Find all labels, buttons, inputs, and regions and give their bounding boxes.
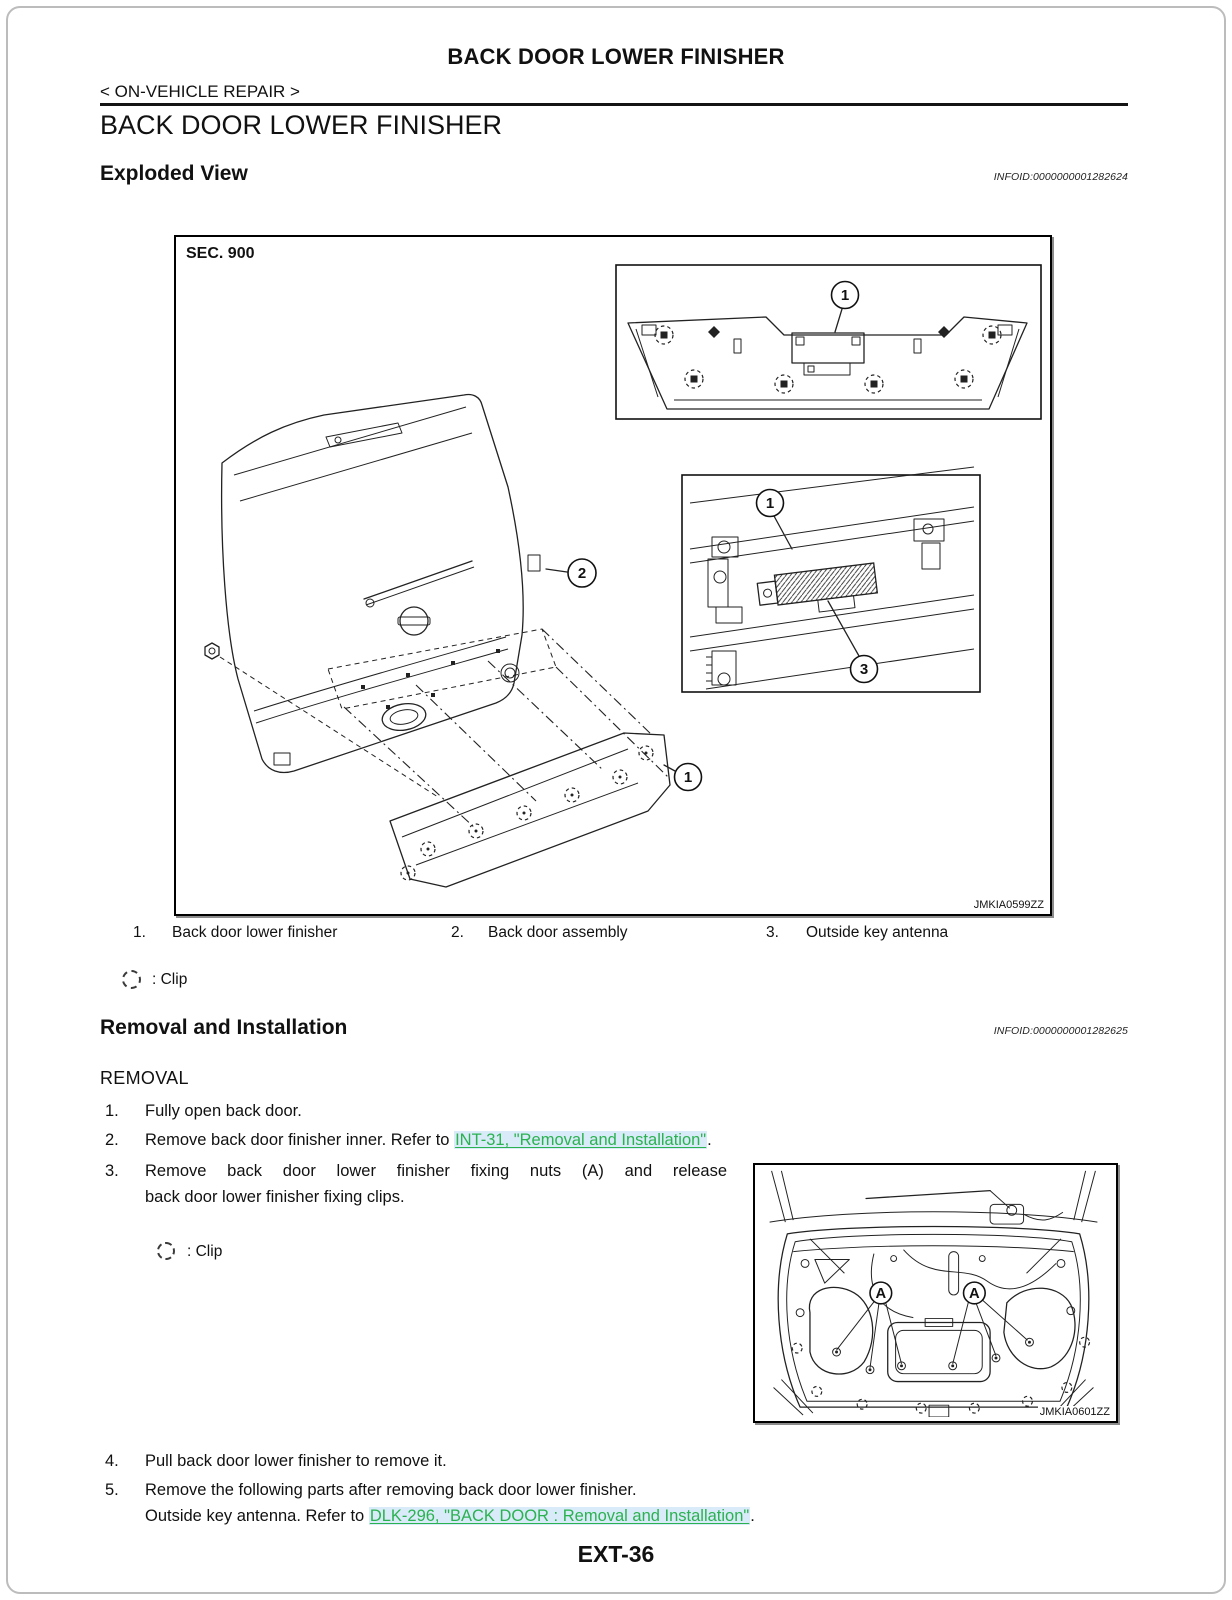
- step-5: [105, 1477, 755, 1529]
- clip-symbols-inset-a: [655, 326, 1001, 393]
- figure1-image-id: JMKIA0599ZZ: [973, 899, 1044, 911]
- header-rule: [100, 103, 1128, 106]
- legend-label-2: Back door assembly: [488, 924, 628, 941]
- legend-num-3: 3.: [766, 924, 779, 941]
- step-2-number: 2.: [105, 1131, 119, 1149]
- step-4-number: 4.: [105, 1452, 119, 1470]
- clip-symbol-icon: [157, 1242, 175, 1260]
- svg-text:3: 3: [859, 661, 869, 678]
- step-5-line2-suffix: .: [750, 1507, 755, 1525]
- step-3-line1: Remove back door lower finisher fixing nuts (A) and release: [145, 1162, 727, 1180]
- clip-symbol-icon: [122, 970, 141, 989]
- step-3-clip-note: : Clip: [187, 1243, 223, 1260]
- step-4: [105, 1448, 447, 1474]
- step-5-line1: Remove the following parts after removing back door lower finisher.: [145, 1481, 637, 1499]
- fixing-nut: [205, 643, 219, 659]
- step-4-text: Pull back door lower finisher to remove it.: [145, 1452, 447, 1470]
- section-title: BACK DOOR LOWER FINISHER: [100, 110, 503, 140]
- exploded-view-figure: [174, 235, 1052, 916]
- step-2-prefix: Remove back door finisher inner. Refer to: [145, 1131, 455, 1149]
- sec-label: SEC. 900: [186, 245, 255, 262]
- callout-a-right: [949, 1282, 1034, 1370]
- fixing-nuts-figure: [753, 1163, 1118, 1423]
- figure-legend: [0, 924, 1232, 946]
- step-5-number: 5.: [105, 1481, 119, 1499]
- clip-legend-text: : Clip: [152, 971, 188, 988]
- finisher-inset-drawing: [616, 265, 1041, 419]
- fixing-nuts-drawing: [755, 1165, 1112, 1417]
- ref-link-int-31[interactable]: INT-31, "Removal and Installation": [455, 1131, 707, 1149]
- step-5-line2-prefix: Outside key antenna. Refer to: [145, 1507, 369, 1525]
- outside-key-antenna-part: [757, 563, 879, 619]
- step-1-text: Fully open back door.: [145, 1102, 302, 1120]
- legend-num-1: 1.: [133, 924, 146, 941]
- svg-text:1: 1: [765, 495, 775, 512]
- svg-text:A: A: [969, 1285, 980, 1302]
- removal-installation-heading: Removal and Installation: [100, 1016, 348, 1039]
- removal-subheading: REMOVAL: [100, 1068, 189, 1088]
- step-2: [105, 1127, 712, 1153]
- exploded-view-drawing: [176, 237, 1046, 910]
- step-1-number: 1.: [105, 1102, 119, 1120]
- page-number: EXT-36: [577, 1541, 655, 1567]
- step-1: [105, 1098, 302, 1124]
- clip-symbols-finisher: [401, 746, 653, 880]
- svg-text:1: 1: [840, 287, 850, 304]
- legend-label-3: Outside key antenna: [806, 924, 949, 941]
- key-antenna-inset-drawing: [682, 467, 980, 692]
- lower-finisher-drawing: [390, 733, 702, 887]
- page-header-title: BACK DOOR LOWER FINISHER: [447, 44, 785, 69]
- step-3: [105, 1158, 727, 1210]
- infoid-removal: INFOID:0000000001282625: [993, 1025, 1128, 1037]
- figure2-image-id: JMKIA0601ZZ: [1039, 1406, 1110, 1418]
- step-2-text: [145, 1127, 712, 1153]
- step-2-suffix: .: [707, 1131, 712, 1149]
- svg-text:2: 2: [577, 565, 587, 582]
- breadcrumb: < ON-VEHICLE REPAIR >: [100, 82, 300, 101]
- svg-text:A: A: [875, 1285, 887, 1302]
- legend-num-2: 2.: [451, 924, 464, 941]
- ref-link-dlk-296[interactable]: DLK-296, "BACK DOOR : Removal and Installation": [369, 1507, 750, 1525]
- callout-a-left: [833, 1282, 906, 1374]
- step-3-number: 3.: [105, 1162, 119, 1180]
- back-door-drawing: [205, 394, 668, 829]
- infoid-exploded-view: INFOID:0000000001282624: [993, 171, 1128, 183]
- svg-text:1: 1: [683, 769, 693, 786]
- exploded-view-heading: Exploded View: [100, 162, 248, 185]
- legend-label-1: Back door lower finisher: [172, 924, 338, 941]
- step-3-line2: back door lower finisher fixing clips.: [145, 1188, 405, 1206]
